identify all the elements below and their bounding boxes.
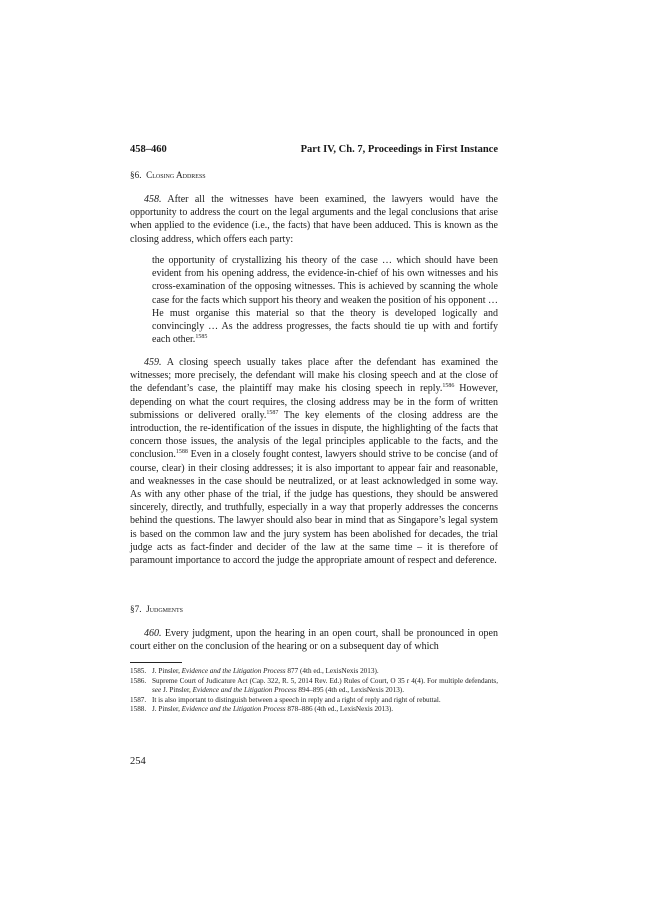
section-title: Judgments [146,604,183,614]
paragraph-460 [130,627,498,653]
footnote-1585 [130,667,498,677]
footnote-text: Supreme Court of Judicature Act (Cap. 322, R. 5, 2014 Rev. Ed.) Rules of Court, O 35 r 4(4). For multiple defendants, [152,676,498,685]
footnote-book-title: Evidence and the Litigation Process [192,686,297,695]
footnote-text: J. Pinsler, [152,667,182,675]
footnote-1588 [130,705,498,715]
footnote-ref-1585[interactable]: 1585 [195,334,208,341]
paragraph-text: Every judgment, upon the hearing in an open court, shall be pronounced in open court either on the conclusion of the hearing or on a subsequent day of which [130,628,498,653]
page-number: 254 [130,756,146,767]
footnote-divider [130,662,182,663]
footnote-ref-1588[interactable]: 1588 [175,449,188,456]
paragraph-number: 460. [144,628,162,639]
paragraph-text-part2: However, depending on what the court requires, the closing address may be in the form of written submissions or delivered orally. [130,383,499,421]
footnote-ref-1587[interactable]: 1587 [266,409,279,416]
footnote-number: 1588. [130,705,147,714]
section-heading-judgments [130,603,183,615]
paragraph-459 [130,356,498,567]
paragraph-text-part4: Even in a closely fought contest, lawyers should strive to be concise (and of course, clear) in their closing addresses; it is also important to appear fair and reasonable, and weaknesses in the case should be neutralized, or at least acknowledged in some way. As with any other phase of the trial, if the judge has questions, they should be answered sincerely, directly, and truthfully, especially in a way that properly addresses the concerns behind the questions. The lawyer should also bear in mind that as Singapore’s legal system is based on the common law and the jury system has been abolished for decades, the trial judge acts as fact-finder and decider of the law at the same time – it is therefore of paramount importance to accord the judge the appropriate amount of respect and deference. [130,449,498,567]
running-head-chapter: Part IV, Ch. 7, Proceedings in First Instance [300,144,498,155]
footnote-text: 878–886 (4th ed., LexisNexis 2013). [285,705,394,714]
footnote-number: 1587. [130,695,147,704]
footnote-text: J. Pinsler, [152,705,182,714]
footnotes [130,667,498,715]
section-title: Closing Address [146,170,206,180]
block-quote [152,254,498,346]
paragraph-number: 458. [144,194,162,205]
footnote-text: It is also important to distinguish between a speech in reply and a right of reply and right of rebuttal. [152,695,441,704]
footnote-ref-1586[interactable]: 1586 [442,383,455,390]
footnote-1586 [130,677,498,696]
paragraph-text-part3: The key elements of the closing address are the introduction, the re-identification of the issues in dispute, the highlighting of the facts that concern those issues, the analysis of the legal principles applicable to the facts, and the conclusion. [130,409,498,461]
footnote-number: 1586. [130,676,147,685]
paragraph-number: 459. [144,357,162,368]
footnote-signal: see [152,686,162,695]
section-number: §7. [130,604,142,614]
footnote-book-title: Evidence and the Litigation Process [181,667,286,675]
footnote-text: J. Pinsler, [161,686,193,695]
paragraph-458 [130,193,498,246]
paragraph-text-part1: A closing speech usually takes place after the defendant has examined the witnesses; more precisely, the defendant will make his closing speech and at the close of the defendant’s case, the plaintiff may make his closing speech in reply. [130,357,498,395]
quote-text: the opportunity of crystallizing his theory of the case … which should have been evident from his opening address, the evidence-in-chief of his own witnesses and his cross-examination of the opposing witnesses. This is achieved by scanning the whole case for the facts which support his theory and weaken the position of his opponent … He must organise this material so that the theory is developed logically and convincingly … As the address progresses, the facts should tie up with and fortify each other. [152,255,498,346]
footnote-1587 [130,696,498,706]
section-heading-closing-address [130,169,206,181]
footnote-text: 877 (4th ed., LexisNexis 2013). [285,667,379,675]
running-head-paragraph-range: 458–460 [130,144,167,155]
section-number: §6. [130,170,142,180]
paragraph-text: After all the witnesses have been examined, the lawyers would have the opportunity to address the court on the legal arguments and the legal conclusions that arise when applied to the evidence (i.e., the facts) that have been adduced. This is known as the closing address, which offers each party: [130,194,498,245]
footnote-book-title: Evidence and the Litigation Process [181,705,286,714]
footnote-number: 1585. [130,667,147,675]
footnote-text: 894–895 (4th ed., LexisNexis 2013). [296,686,404,695]
